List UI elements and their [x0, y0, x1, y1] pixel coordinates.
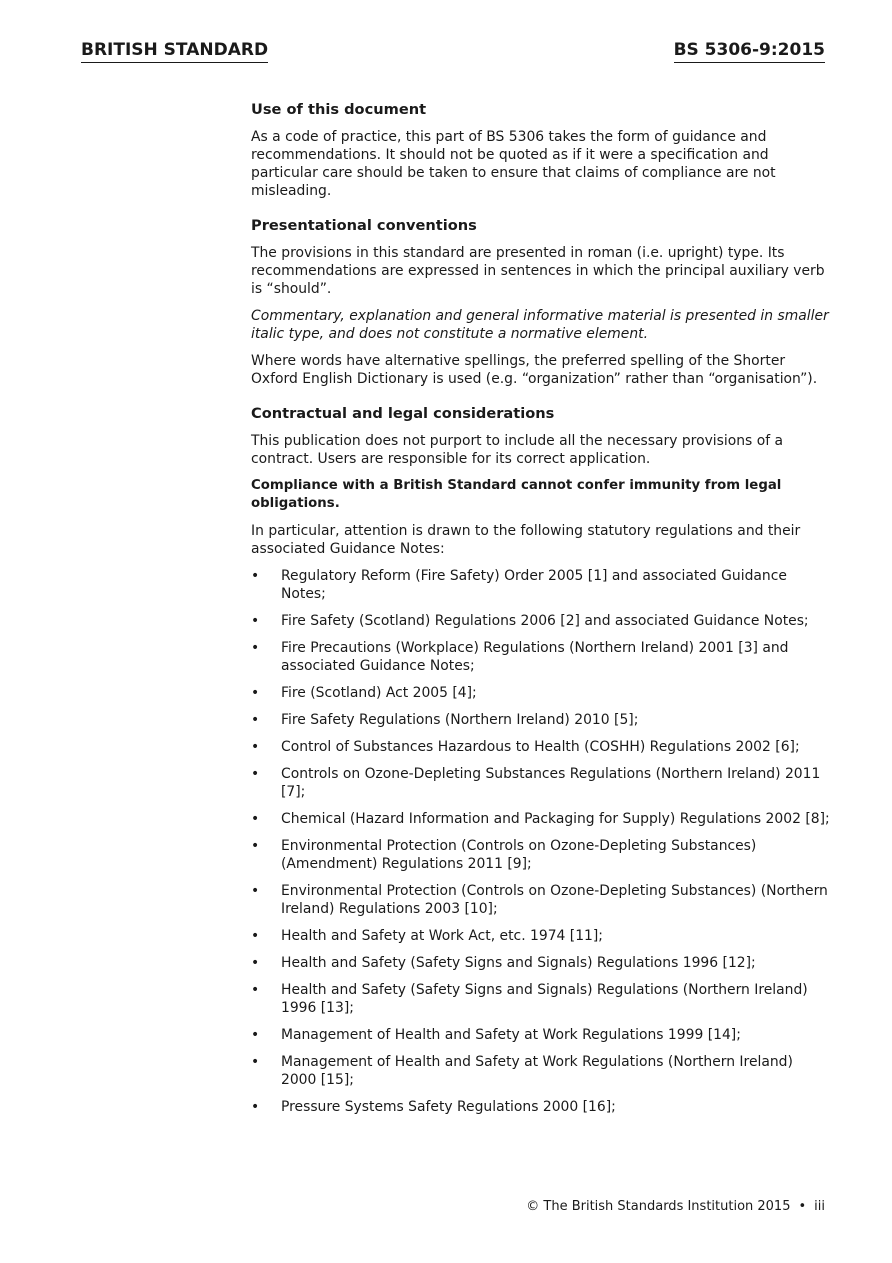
bullet-icon: •: [251, 766, 260, 782]
list-item: [251, 738, 831, 756]
list-item-text: Pressure Systems Safety Regulations 2000 [16];: [281, 1099, 616, 1115]
contract-heading: Contractual and legal considerations: [251, 405, 555, 422]
bullet-icon: •: [251, 928, 260, 944]
list-item: [251, 639, 831, 675]
contract-p1: This publication does not purport to include all the necessary provisions of a contract. Users are responsible for its correct application.: [251, 433, 784, 467]
bullet-icon: •: [251, 739, 260, 755]
bullet-icon: •: [251, 811, 260, 827]
header-standard-label: BRITISH STANDARD: [81, 40, 268, 63]
conventions-p3: Where words have alternative spellings, the preferred spelling of the Shorter Oxford English Dictionary is used (e.g. “organization” rather than “organisation”).: [251, 353, 818, 387]
list-item-text: Fire Safety (Scotland) Regulations 2006 [2] and associated Guidance Notes;: [281, 613, 809, 629]
use-text: As a code of practice, this part of BS 5306 takes the form of guidance and recommendations. It should not be quoted as if it were a specification and particular care should be taken to ensure that claims of compliance are not misleading.: [251, 129, 776, 199]
page-footer: [526, 1199, 825, 1214]
list-item-text: Fire Precautions (Workplace) Regulations (Northern Ireland) 2001 [3] and associated Guidance Notes;: [281, 640, 789, 674]
conventions-heading: Presentational conventions: [251, 217, 477, 234]
list-item-text: Health and Safety at Work Act, etc. 1974 [11];: [281, 928, 603, 944]
list-item-text: Fire (Scotland) Act 2005 [4];: [281, 685, 477, 701]
bullet-icon: •: [251, 838, 260, 854]
bullet-icon: •: [251, 1027, 260, 1043]
list-item: [251, 837, 831, 873]
list-item: [251, 981, 831, 1017]
conventions-p1: The provisions in this standard are presented in roman (i.e. upright) type. Its recommendations are expressed in sentences in which the principal auxiliary verb is “should”.: [251, 245, 825, 297]
bullet-icon: •: [251, 955, 260, 971]
page-number: iii: [814, 1199, 825, 1214]
bullet-icon: •: [251, 712, 260, 728]
footer-bullet-icon: •: [798, 1199, 807, 1214]
list-item-text: Controls on Ozone-Depleting Substances Regulations (Northern Ireland) 2011 [7];: [281, 766, 821, 800]
list-item: [251, 711, 831, 729]
list-item: [251, 810, 831, 828]
bullet-icon: •: [251, 685, 260, 701]
list-item-text: Fire Safety Regulations (Northern Ireland) 2010 [5];: [281, 712, 639, 728]
copyright-text: © The British Standards Institution 2015: [526, 1199, 791, 1214]
list-item-text: Regulatory Reform (Fire Safety) Order 2005 [1] and associated Guidance Notes;: [281, 568, 787, 602]
list-item: [251, 882, 831, 918]
main-content: [251, 101, 831, 1125]
contract-p2: Compliance with a British Standard cannot confer immunity from legal obligations.: [251, 478, 782, 511]
list-item: [251, 1098, 831, 1116]
regulations-list: [251, 567, 831, 1116]
use-heading: Use of this document: [251, 101, 427, 118]
list-item-text: Management of Health and Safety at Work Regulations (Northern Ireland) 2000 [15];: [281, 1054, 793, 1088]
list-item: [251, 927, 831, 945]
list-item-text: Chemical (Hazard Information and Packaging for Supply) Regulations 2002 [8];: [281, 811, 830, 827]
list-item: [251, 567, 831, 603]
list-item: [251, 765, 831, 801]
list-item: [251, 954, 831, 972]
list-item-text: Environmental Protection (Controls on Ozone-Depleting Substances) (Northern Ireland) Regulations 2003 [10];: [281, 883, 828, 917]
bullet-icon: •: [251, 1054, 260, 1070]
bullet-icon: •: [251, 568, 260, 584]
list-item: [251, 684, 831, 702]
list-item: [251, 612, 831, 630]
contract-p3: In particular, attention is drawn to the following statutory regulations and their associated Guidance Notes:: [251, 523, 801, 557]
list-item-text: Health and Safety (Safety Signs and Signals) Regulations (Northern Ireland) 1996 [13];: [281, 982, 808, 1016]
list-item-text: Control of Substances Hazardous to Health (COSHH) Regulations 2002 [6];: [281, 739, 800, 755]
bullet-icon: •: [251, 613, 260, 629]
header-standard-number: BS 5306-9:2015: [674, 40, 825, 63]
list-item: [251, 1026, 831, 1044]
bullet-icon: •: [251, 640, 260, 656]
bullet-icon: •: [251, 1099, 260, 1115]
list-item-text: Environmental Protection (Controls on Ozone-Depleting Substances) (Amendment) Regulations 2011 [9];: [281, 838, 757, 872]
list-item: [251, 1053, 831, 1089]
bullet-icon: •: [251, 883, 260, 899]
list-item-text: Health and Safety (Safety Signs and Signals) Regulations 1996 [12];: [281, 955, 756, 971]
list-item-text: Management of Health and Safety at Work Regulations 1999 [14];: [281, 1027, 741, 1043]
conventions-p2: Commentary, explanation and general informative material is presented in smaller italic type, and does not constitute a normative element.: [251, 308, 829, 342]
bullet-icon: •: [251, 982, 260, 998]
